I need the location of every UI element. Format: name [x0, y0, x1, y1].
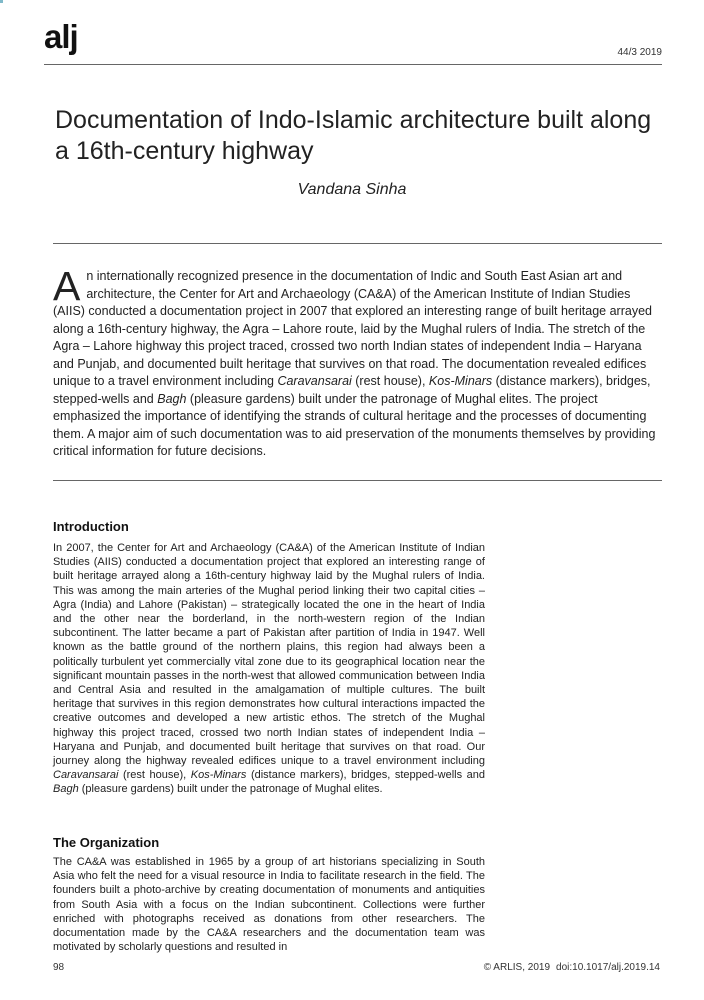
abstract-term: Kos-Minars [428, 374, 493, 388]
doi-link[interactable]: doi:10.1017/alj.2019.14 [556, 962, 660, 973]
header-divider [44, 64, 662, 65]
organization-paragraph: The CA&A was established in 1965 by a group of art historians specializing in South Asia who felt the need for a visual resource in India to facilitate research in the field. The founders built a photo-archive by creating documentation of monuments and antiquities from South Asia with a focus on the Indian subcontinent. Collections were further enriched with photographs received as donations from other researchers. The documentation made by the CA&A researchers and the documentation team was motivated by scholarly questions and resulted in [53, 856, 485, 954]
issue-number: 44/3 2019 [617, 47, 662, 58]
introduction-heading: Introduction [53, 519, 129, 534]
introduction-paragraph [53, 541, 485, 797]
footer-citation [478, 962, 660, 973]
introduction-term: Caravansarai [53, 769, 119, 782]
introduction-term: Bagh [53, 783, 79, 796]
introduction-text: (pleasure gardens) built under the patronage of Mughal elites. [78, 783, 383, 796]
article-author: Vandana Sinha [297, 181, 407, 198]
introduction-text: In 2007, the Center for Art and Archaeology (CA&A) of the American Institute of Indian Studies (AIIS) conducted a documentation project that explored an interesting range of built heritage arrayed along a 16th-century highway laid by the Mughal rulers of India. This was among the main arteries of the Mughal period linking their two capital cities – Agra (India) and Lahore (Pakistan) – strategically located the one in the heart of India and the other near the borderland, in the north-western region of the Indian subcontinent. The latter became a part of Pakistan after partition of India in 1947. Well known as the battle ground of the northern plains, this region had always been a politically turbulent yet commercially vital zone due to its geographical location near the significant mountain passes in the north-west that allowed communication between India and Central Asia and resulted in the amalgamation of multiple cultures. The built heritage that survives in this region demonstrates how cultural interactions impacted the creative outcomes and developed a new artistic ethos. The stretch of the Mughal highway this project traced, crossed two north Indian states of independent India – Haryana and Punjab, and documented built heritage that survives on that road. Our journey along the highway revealed edifices unique to a travel environment including [53, 542, 485, 768]
abstract-term: Caravansarai [277, 374, 352, 388]
abstract-top-divider [53, 243, 662, 244]
abstract-bottom-divider [53, 480, 662, 481]
journal-logo: alj [44, 18, 78, 55]
scan-mark [0, 0, 3, 3]
introduction-text: (distance markers), bridges, stepped-wells and [246, 769, 485, 782]
abstract-paragraph [53, 263, 663, 461]
abstract-text: (pleasure gardens) built under the patronage of Mughal elites. The project emphasized the importance of identifying the strands of cultural heritage and the processes of documenting them. A major aim of such documentation was to aid preservation of the monuments themselves by providing critical information for future decisions. [53, 391, 656, 458]
article-title: Documentation of Indo-Islamic architecture built along a 16th-century highway [55, 106, 652, 165]
page-number: 98 [53, 962, 65, 973]
organization-heading: The Organization [53, 835, 160, 850]
copyright-notice: © ARLIS, 2019 [483, 962, 551, 973]
introduction-term: Kos-Minars [190, 769, 247, 782]
abstract-text: (distance markers), bridges, stepped-wells and [53, 374, 651, 406]
abstract-term: Bagh [157, 391, 187, 406]
abstract-text: (rest house), [351, 374, 429, 388]
introduction-text: (rest house), [118, 769, 191, 782]
abstract-text: n internationally recognized presence in the documentation of Indic and South East Asian art and architecture, the Center for Art and Archaeology (CA&A) of the American Institute of Indian Studies (AIIS) conducted a documentation project in 2007 that explored an interesting range of built heritage arrayed along a 16th-century highway, the Agra – Lahore route, laid by the Mughal rulers of India. The stretch of the Agra – Lahore highway this project traced, crossed two north Indian states of independent India – Haryana and Punjab, and documented built heritage that survives on that road. The documentation revealed edifices unique to a travel environment including [53, 269, 652, 388]
drop-cap: A [53, 263, 81, 309]
